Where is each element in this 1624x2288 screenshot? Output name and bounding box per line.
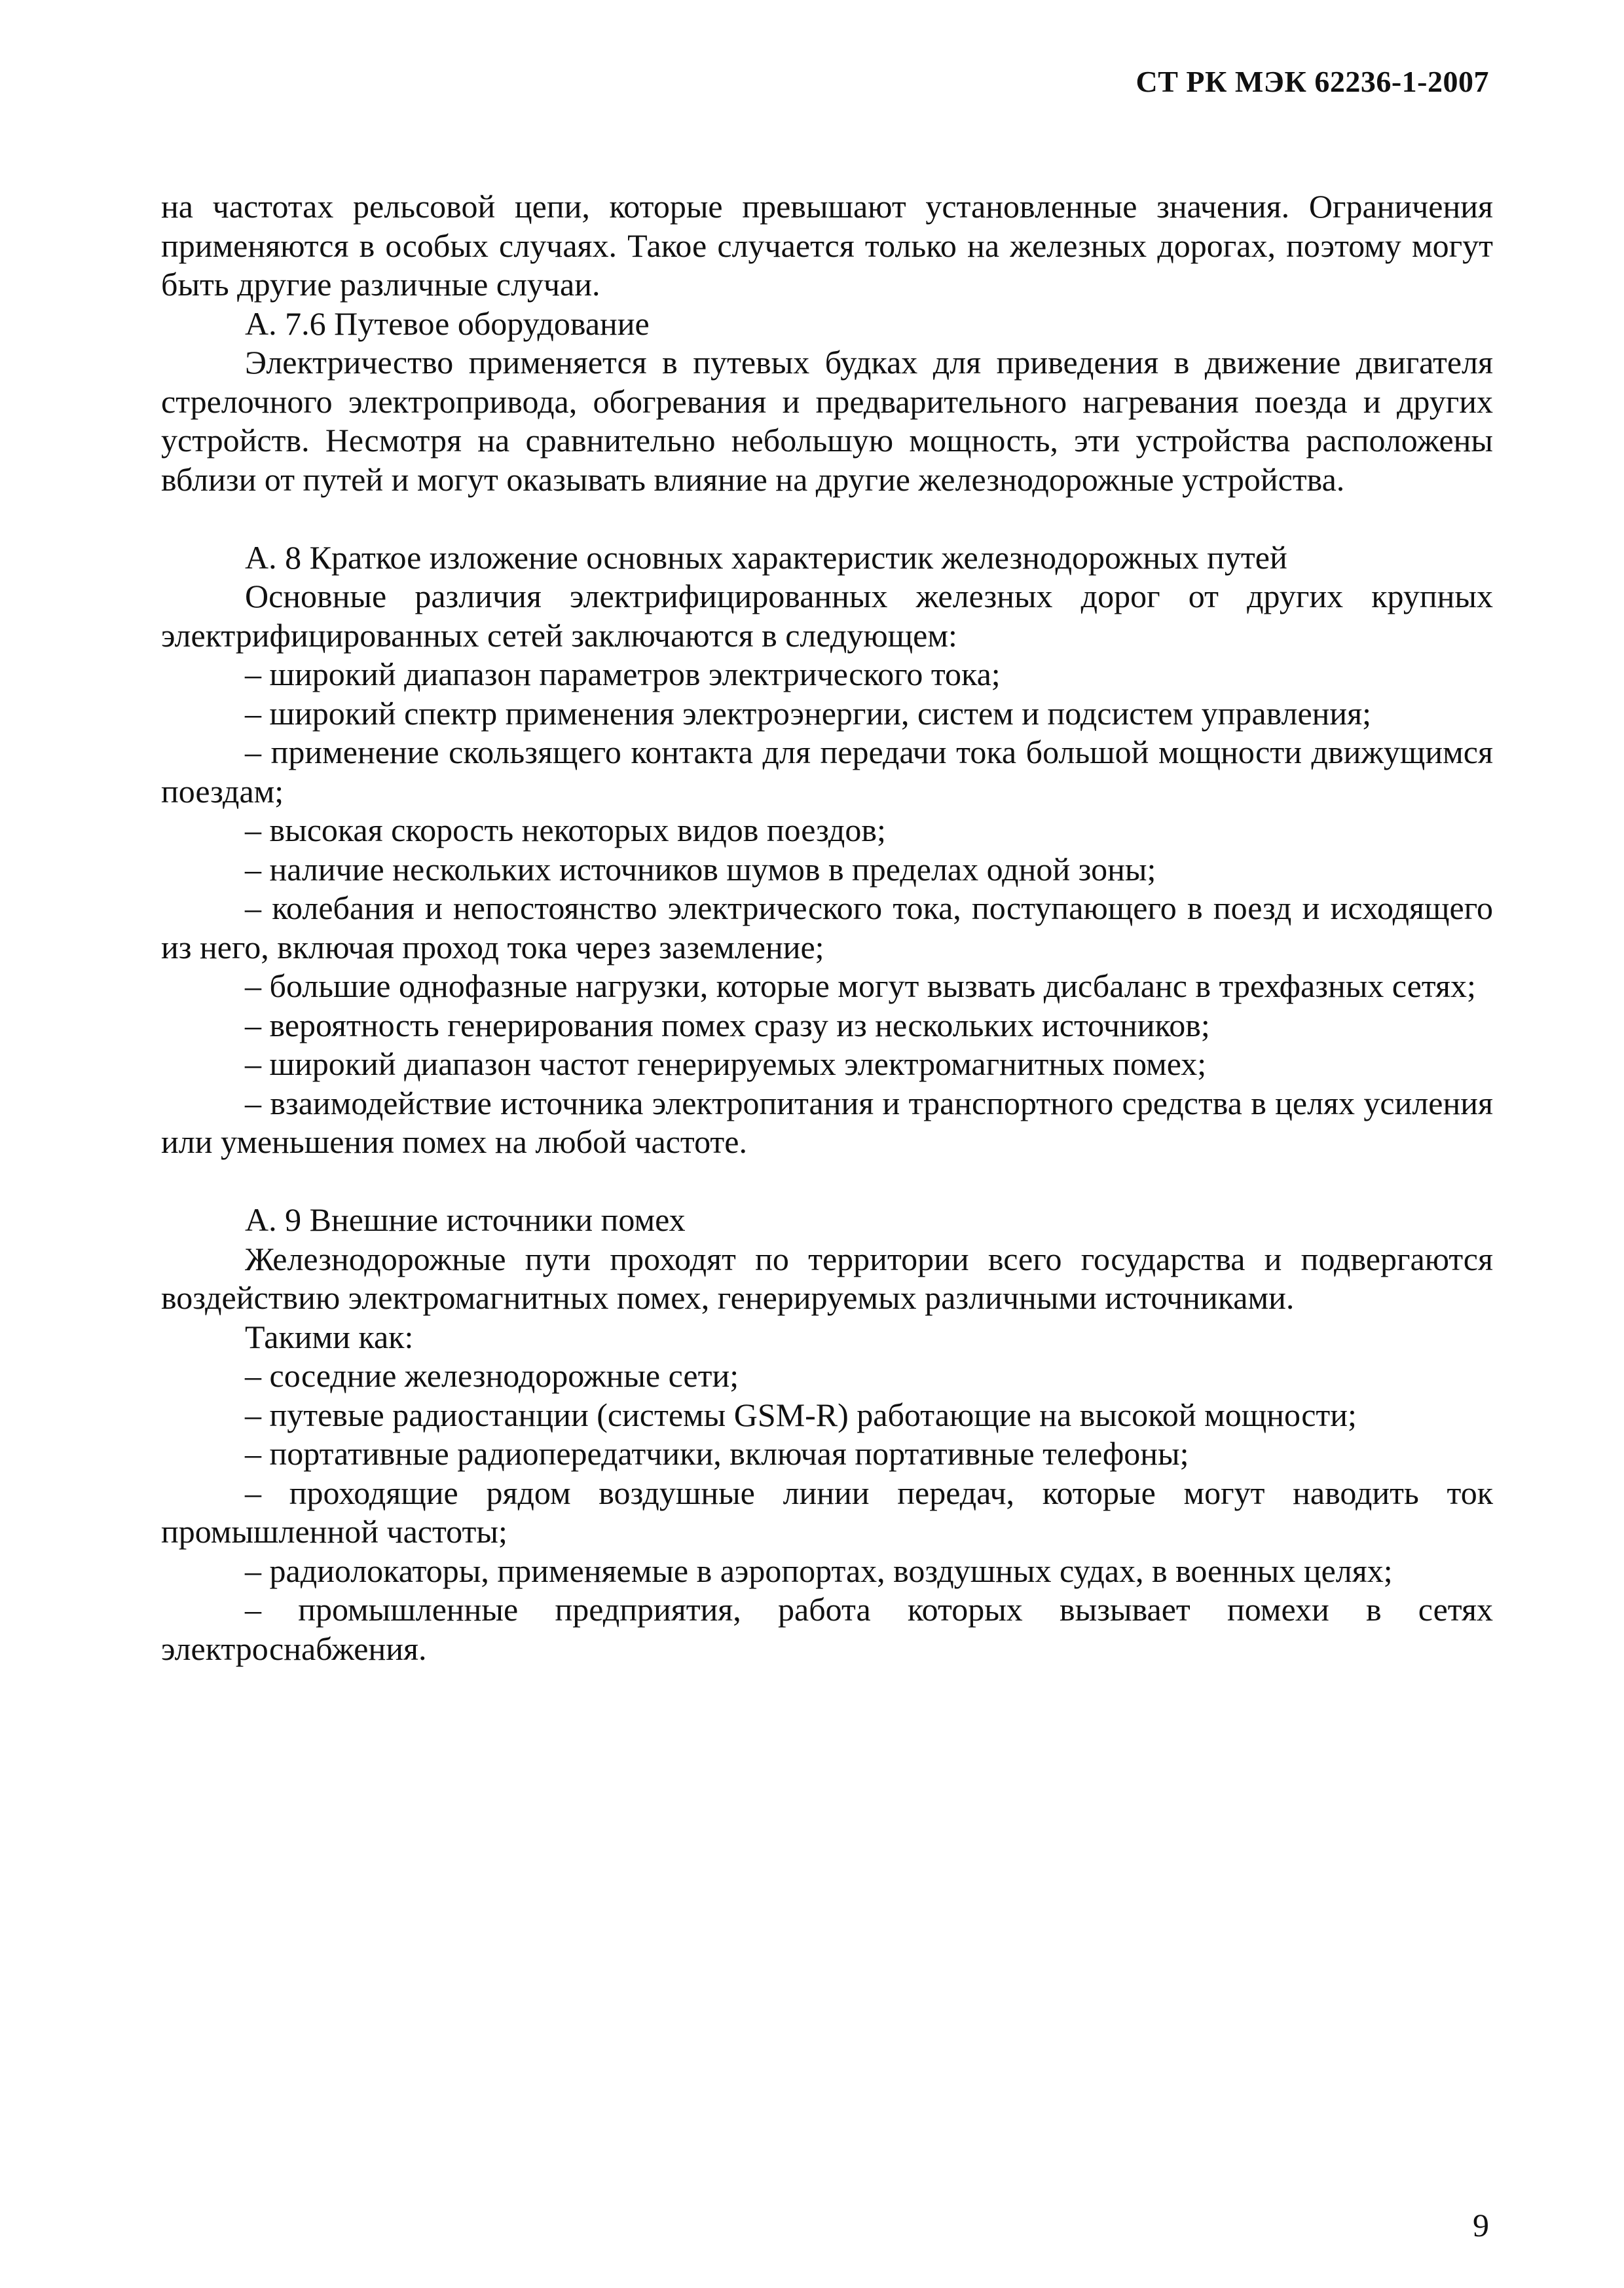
- list-item: – применение скользящего контакта для передачи тока большой мощности движущимся поездам;: [161, 734, 1493, 810]
- list-item: – широкий диапазон параметров электрического тока;: [245, 656, 1001, 692]
- section-a9-intro: Железнодорожные пути проходят по территории всего государства и подвергаются воздействию электромагнитных помех, генерируемых различными источниками.: [161, 1240, 1493, 1316]
- section-a9-heading: А. 9 Внешние источники помех: [245, 1201, 686, 1238]
- list-item: – широкий спектр применения электроэнергии, систем и подсистем управления;: [245, 694, 1372, 732]
- list-item: – проходящие рядом воздушные линии передач, которые могут наводить ток промышленной частоты;: [161, 1474, 1493, 1550]
- section-a76-paragraph: Электричество применяется в путевых будках для приведения в движение двигателя стрелочного электропривода, обогревания и предварительного нагревания поезда и других устройств. Несмотря на сравнительно небольшую мощность, эти устройства расположены вблизи от путей и могут оказывать влияние на другие железнодорожные устройства.: [161, 344, 1493, 498]
- document-code-header: СТ РК МЭК 62236-1-2007: [1135, 65, 1489, 98]
- list-item: – путевые радиостанции (системы GSM-R) работающие на высокой мощности;: [245, 1396, 1357, 1433]
- list-item: – вероятность генерирования помех сразу из нескольких источников;: [245, 1006, 1210, 1043]
- list-item: – колебания и непостоянство электрического тока, поступающего в поезд и исходящего из него, включая проход тока через заземление;: [161, 890, 1493, 966]
- list-item: – широкий диапазон частот генерируемых электромагнитных помех;: [245, 1045, 1207, 1082]
- continuation-paragraph: на частотах рельсовой цепи, которые превышают установленные значения. Ограничения применяются в особых случаях. Такое случается только на железных дорогах, поэтому могут быть другие различные случаи.: [161, 188, 1493, 303]
- page-body: [161, 187, 1493, 1668]
- section-a8-heading: А. 8 Краткое изложение основных характеристик железнодорожных путей: [245, 538, 1287, 576]
- list-item: – взаимодействие источника электропитания и транспортного средства в целях усиления или уменьшения помех на любой частоте.: [161, 1084, 1493, 1160]
- section-a9-lead: Такими как:: [245, 1318, 414, 1355]
- section-a8-intro: Основные различия электрифицированных железных дорог от других крупных электрифицированных сетей заключаются в следующем:: [161, 578, 1493, 654]
- list-item: – наличие нескольких источников шумов в пределах одной зоны;: [245, 850, 1156, 888]
- list-item: – соседние железнодорожные сети;: [245, 1357, 739, 1394]
- list-item: – портативные радиопередатчики, включая портативные телефоны;: [245, 1435, 1189, 1472]
- section-a76-heading: А. 7.6 Путевое оборудование: [245, 305, 650, 342]
- list-item: – радиолокаторы, применяемые в аэропортах, воздушных судах, в военных целях;: [245, 1552, 1393, 1589]
- list-item: – высокая скорость некоторых видов поездов;: [245, 812, 886, 848]
- list-item: – большие однофазные нагрузки, которые могут вызвать дисбаланс в трехфазных сетях;: [245, 967, 1476, 1004]
- page-number: 9: [1473, 2207, 1489, 2243]
- list-item: – промышленные предприятия, работа которых вызывает помехи в сетях электроснабжения.: [161, 1591, 1493, 1667]
